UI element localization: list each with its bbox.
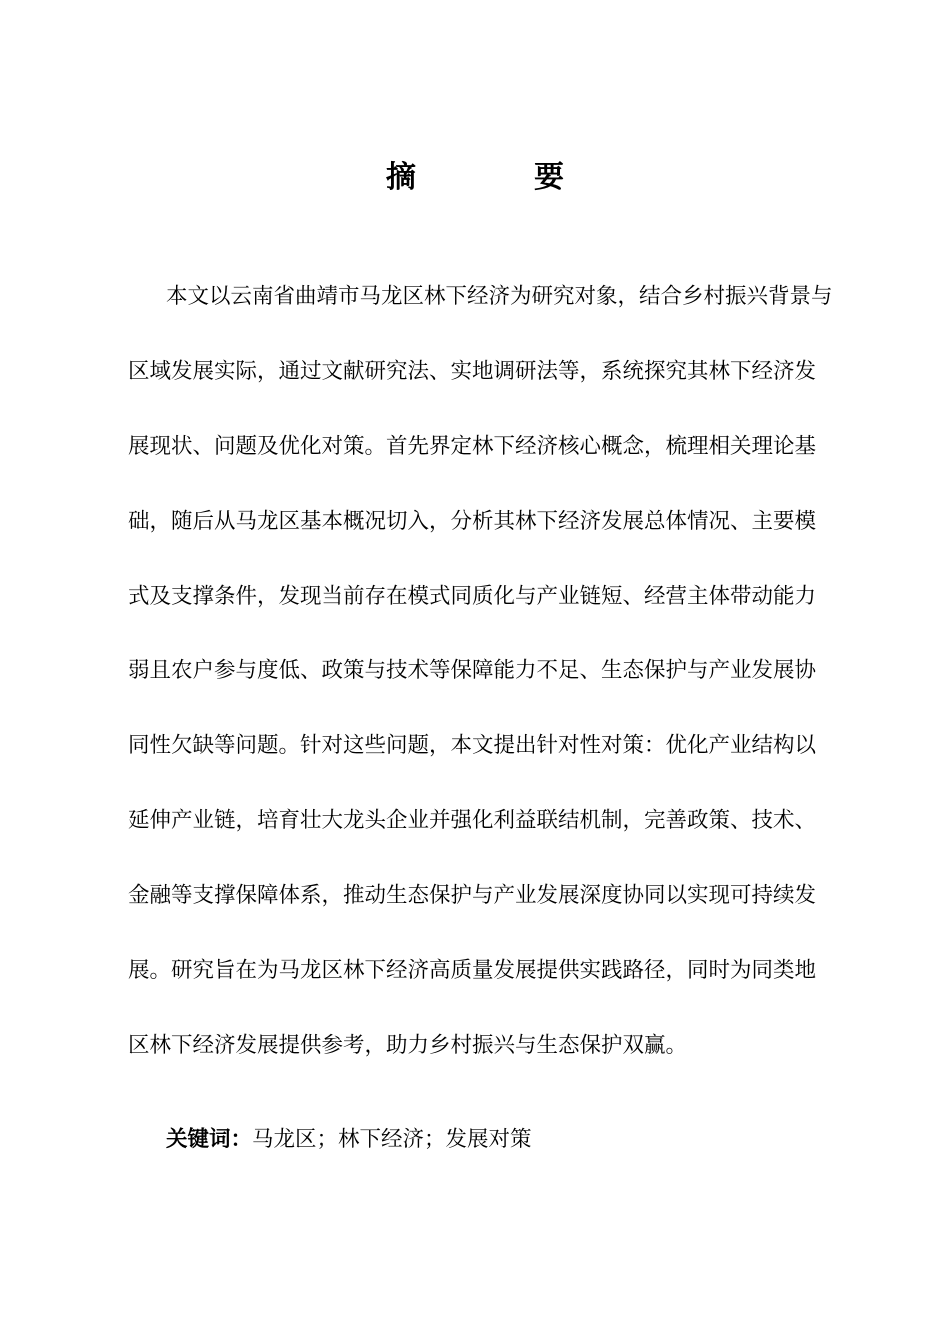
keywords-value: 马龙区；林下经济；发展对策 [252, 1127, 532, 1152]
abstract-line: 金融等支撑保障体系，推动生态保护与产业发展深度协同以实现可持续发 [128, 883, 817, 909]
abstract-line: 区域发展实际，通过文献研究法、实地调研法等，系统探究其林下经济发 [128, 358, 817, 384]
abstract-line: 展。研究旨在为马龙区林下经济高质量发展提供实践路径，同时为同类地 [128, 958, 817, 984]
abstract-line: 弱且农户参与度低、政策与技术等保障能力不足、生态保护与产业发展协 [128, 658, 817, 684]
keywords [166, 1115, 532, 1165]
keywords-label: 关键词： [166, 1127, 253, 1152]
abstract-line: 延伸产业链，培育壮大龙头企业并强化利益联结机制，完善政策、技术、 [128, 808, 817, 834]
abstract-body [128, 272, 868, 1096]
abstract-line: 式及支撑条件，发现当前存在模式同质化与产业链短、经营主体带动能力 [128, 583, 817, 609]
abstract-line: 区林下经济发展提供参考，助力乡村振兴与生态保护双赢。 [128, 1032, 688, 1058]
page-title: 摘 要 [386, 160, 608, 195]
abstract-line: 本文以云南省曲靖市马龙区林下经济为研究对象，结合乡村振兴背景与 [166, 284, 833, 309]
abstract-line: 础，随后从马龙区基本概况切入，分析其林下经济发展总体情况、主要模 [128, 508, 817, 534]
abstract-line: 展现状、问题及优化对策。首先界定林下经济核心概念，梳理相关理论基 [128, 433, 817, 459]
abstract-line: 同性欠缺等问题。针对这些问题，本文提出针对性对策：优化产业结构以 [128, 733, 817, 759]
